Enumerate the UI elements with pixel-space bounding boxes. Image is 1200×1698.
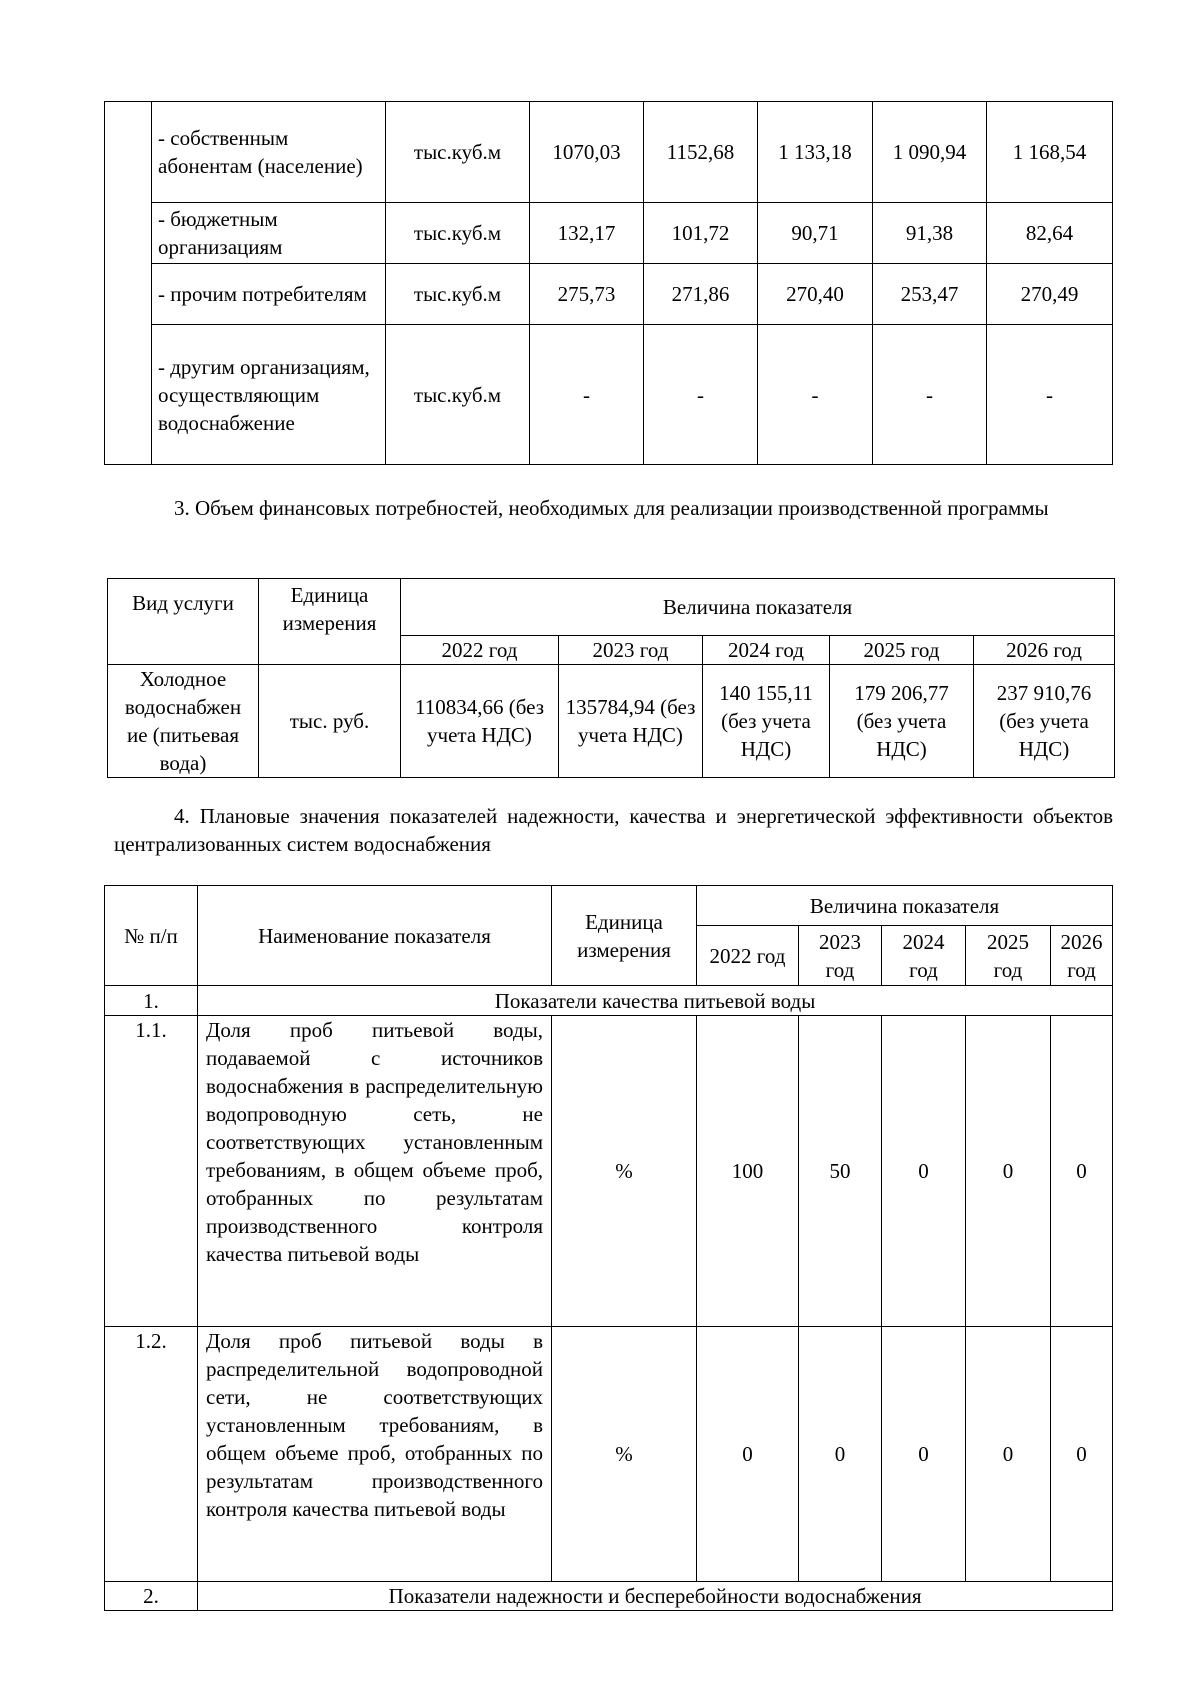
value-cell: 237 910,76 (без учета НДС) (974, 665, 1115, 778)
table-row (105, 264, 1113, 325)
table-header-row (108, 579, 1115, 636)
num-header: № п/п (105, 886, 198, 986)
section-4-heading (114, 802, 1113, 858)
section-3-heading (114, 494, 1113, 522)
value-cell: 275,73 (530, 264, 644, 325)
unit-cell: тыс. руб. (259, 665, 401, 778)
unit-cell: тыс.куб.м (386, 325, 530, 465)
value-cell: 90,71 (758, 203, 873, 264)
value-cell: 0 (882, 1327, 966, 1582)
unit-header: Единица измерения (259, 579, 401, 665)
table-row (105, 1016, 1113, 1327)
value-cell: 0 (799, 1327, 882, 1582)
indicators-table (104, 885, 1113, 1611)
value-cell: - (758, 325, 873, 465)
indicator-name: Доля проб питьевой воды в распределительной водопроводной сети, не соответствующих установленным требованиям, в общем объеме проб, отобранных по результатам производственного контроля качества питьевой воды (198, 1327, 552, 1582)
value-cell: 1070,03 (530, 102, 644, 203)
row-label: - бюджетным организациям (152, 203, 386, 264)
row-label: - другим организациям, осуществляющим водоснабжение (152, 325, 386, 465)
empty-number-cell (105, 102, 152, 465)
value-cell: 253,47 (873, 264, 987, 325)
table-header-row (105, 886, 1113, 926)
table-row (108, 665, 1115, 778)
value-cell: 1 133,18 (758, 102, 873, 203)
value-cell: 50 (799, 1016, 882, 1327)
unit-cell: тыс.куб.м (386, 264, 530, 325)
value-cell: 100 (697, 1016, 799, 1327)
indicator-name: Доля проб питьевой воды, подаваемой с источников водоснабжения в распределительную водопроводную сеть, не соответствующих установленным требованиям, в общем объеме проб, отобранных по результатам производственного контроля качества питьевой воды (198, 1016, 552, 1327)
section-4-heading-text: 4. Плановые значения показателей надежности, качества и энергетической эффективности объектов централизованных систем водоснабжения (114, 804, 1113, 856)
value-cell: 0 (966, 1327, 1051, 1582)
value-cell: 1152,68 (644, 102, 758, 203)
group-title: Показатели качества питьевой воды (198, 986, 1113, 1016)
value-cell: 101,72 (644, 203, 758, 264)
group-title: Показатели надежности и бесперебойности водоснабжения (198, 1582, 1113, 1611)
unit-cell: % (552, 1327, 697, 1582)
value-cell: 91,38 (873, 203, 987, 264)
unit-cell: % (552, 1016, 697, 1327)
value-cell: 271,86 (644, 264, 758, 325)
year-header: 2023 год (559, 636, 703, 665)
year-header: 2024 год (703, 636, 830, 665)
value-cell: 0 (882, 1016, 966, 1327)
service-header: Вид услуги (108, 579, 259, 665)
group-number: 2. (105, 1582, 198, 1611)
value-header: Величина показателя (401, 579, 1115, 636)
group-number: 1. (105, 986, 198, 1016)
table-row (105, 325, 1113, 465)
value-cell: 135784,94 (без учета НДС) (559, 665, 703, 778)
supply-table (104, 101, 1113, 465)
row-label: - прочим потребителям (152, 264, 386, 325)
value-cell: 110834,66 (без учета НДС) (401, 665, 559, 778)
value-cell: - (873, 325, 987, 465)
year-header: 2025 год (966, 926, 1051, 986)
value-cell: 179 206,77 (без учета НДС) (830, 665, 974, 778)
year-header: 2023 год (799, 926, 882, 986)
value-cell: 0 (697, 1327, 799, 1582)
value-cell: - (530, 325, 644, 465)
value-cell: 82,64 (987, 203, 1113, 264)
finance-table (107, 578, 1115, 778)
value-cell: - (644, 325, 758, 465)
unit-header: Единица измерения (552, 886, 697, 986)
value-cell: 1 168,54 (987, 102, 1113, 203)
row-label: - собственным абонентам (население) (152, 102, 386, 203)
group-row (105, 986, 1113, 1016)
table-row (105, 1327, 1113, 1582)
value-cell: 270,40 (758, 264, 873, 325)
year-header: 2022 год (697, 926, 799, 986)
unit-cell: тыс.куб.м (386, 203, 530, 264)
year-header: 2026 год (1051, 926, 1113, 986)
table-row (105, 102, 1113, 203)
value-cell: 270,49 (987, 264, 1113, 325)
service-cell: Холодное водоснабжен ие (питьевая вода) (108, 665, 259, 778)
unit-cell: тыс.куб.м (386, 102, 530, 203)
name-header: Наименование показателя (198, 886, 552, 986)
value-cell: 1 090,94 (873, 102, 987, 203)
value-cell: 0 (1051, 1327, 1113, 1582)
year-header: 2024 год (882, 926, 966, 986)
value-cell: 132,17 (530, 203, 644, 264)
value-cell: 140 155,11 (без учета НДС) (703, 665, 830, 778)
value-header: Величина показателя (697, 886, 1113, 926)
year-header: 2022 год (401, 636, 559, 665)
year-header: 2026 год (974, 636, 1115, 665)
group-row (105, 1582, 1113, 1611)
value-cell: - (987, 325, 1113, 465)
row-number: 1.2. (105, 1327, 198, 1582)
section-3-heading-text: 3. Объем финансовых потребностей, необходимых для реализации производственной программы (174, 496, 1049, 520)
row-number: 1.1. (105, 1016, 198, 1327)
table-row (105, 203, 1113, 264)
value-cell: 0 (966, 1016, 1051, 1327)
value-cell: 0 (1051, 1016, 1113, 1327)
year-header: 2025 год (830, 636, 974, 665)
